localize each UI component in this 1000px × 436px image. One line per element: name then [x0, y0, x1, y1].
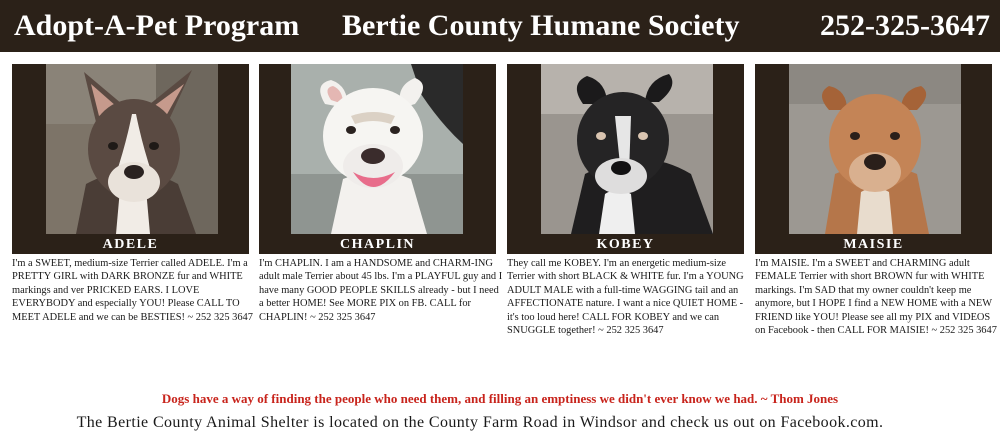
dog-photo [541, 64, 713, 234]
pet-name: ADELE [12, 234, 249, 254]
pet-name: MAISIE [755, 234, 992, 254]
pet-name: KOBEY [507, 234, 744, 254]
society-name: Bertie County Humane Society [342, 9, 740, 42]
pet-description: I'm MAISIE. I'm a SWEET and CHARMING adult FEMALE Terrier with short BROWN fur with WHITE markings. I'm SAD that my owner couldn't keep me anymore, but I HOPE I find a NEW HOME with a NEW FRIEND like YOU! Please see all my PIX and VIDEOS on Facebook - then CALL FOR MAISIE! ~ 252 325 3647 [755, 258, 997, 337]
dog-photo [291, 64, 463, 234]
program-title: Adopt-A-Pet Program [14, 9, 300, 42]
phone-number: 252-325-3647 [820, 9, 990, 42]
pet-card-adele [12, 64, 253, 324]
quote: Dogs have a way of finding the people who need them, and filling an emptiness we didn't ever know we had. ~ Thom Jones [161, 391, 839, 406]
header-banner [0, 0, 1000, 52]
photo-frame [507, 64, 744, 234]
dog-photo [46, 64, 218, 234]
pet-card-maisie [755, 64, 997, 337]
photo-frame [259, 64, 496, 234]
photo-frame [12, 64, 249, 234]
footer-note: The Bertie County Animal Shelter is located on the County Farm Road in Windsor and check us out on Facebook.com. [76, 414, 884, 431]
dog-photo [789, 64, 961, 234]
pet-name: CHAPLIN [259, 234, 496, 254]
pet-card-kobey [507, 64, 744, 337]
pet-description: I'm CHAPLIN. I am a HANDSOME and CHARM-ING adult male Terrier about 45 lbs. I'm a PLAYFUL guy and I have many GOOD PEOPLE SKILLS already - but I need a better HOME! See MORE PIX on FB. CALL for CHAPLIN! ~ 252 325 3647 [259, 258, 503, 323]
photo-frame [755, 64, 992, 234]
pet-card-chaplin [259, 64, 503, 324]
pet-description: I'm a SWEET, medium-size Terrier called ADELE. I'm a PRETTY GIRL with DARK BRONZE fur and WHITE markings and ver PRICKED EARS. I LOVE EVERYBODY and especially YOU! Please CALL TO MEET ADELE and we can be BESTIES! ~ 252 325 3647 [12, 258, 253, 323]
pet-description: They call me KOBEY. I'm an energetic medium-size Terrier with short BLACK & WHITE fur. I'm a YOUNG ADULT MALE with a full-time WAGGING tail and an AFFECTIONATE nature. I want a nice QUIET HOME - it's too loud here! CALL FOR KOBEY and we can SNUGGLE together! ~ 252 325 3647 [507, 258, 744, 337]
